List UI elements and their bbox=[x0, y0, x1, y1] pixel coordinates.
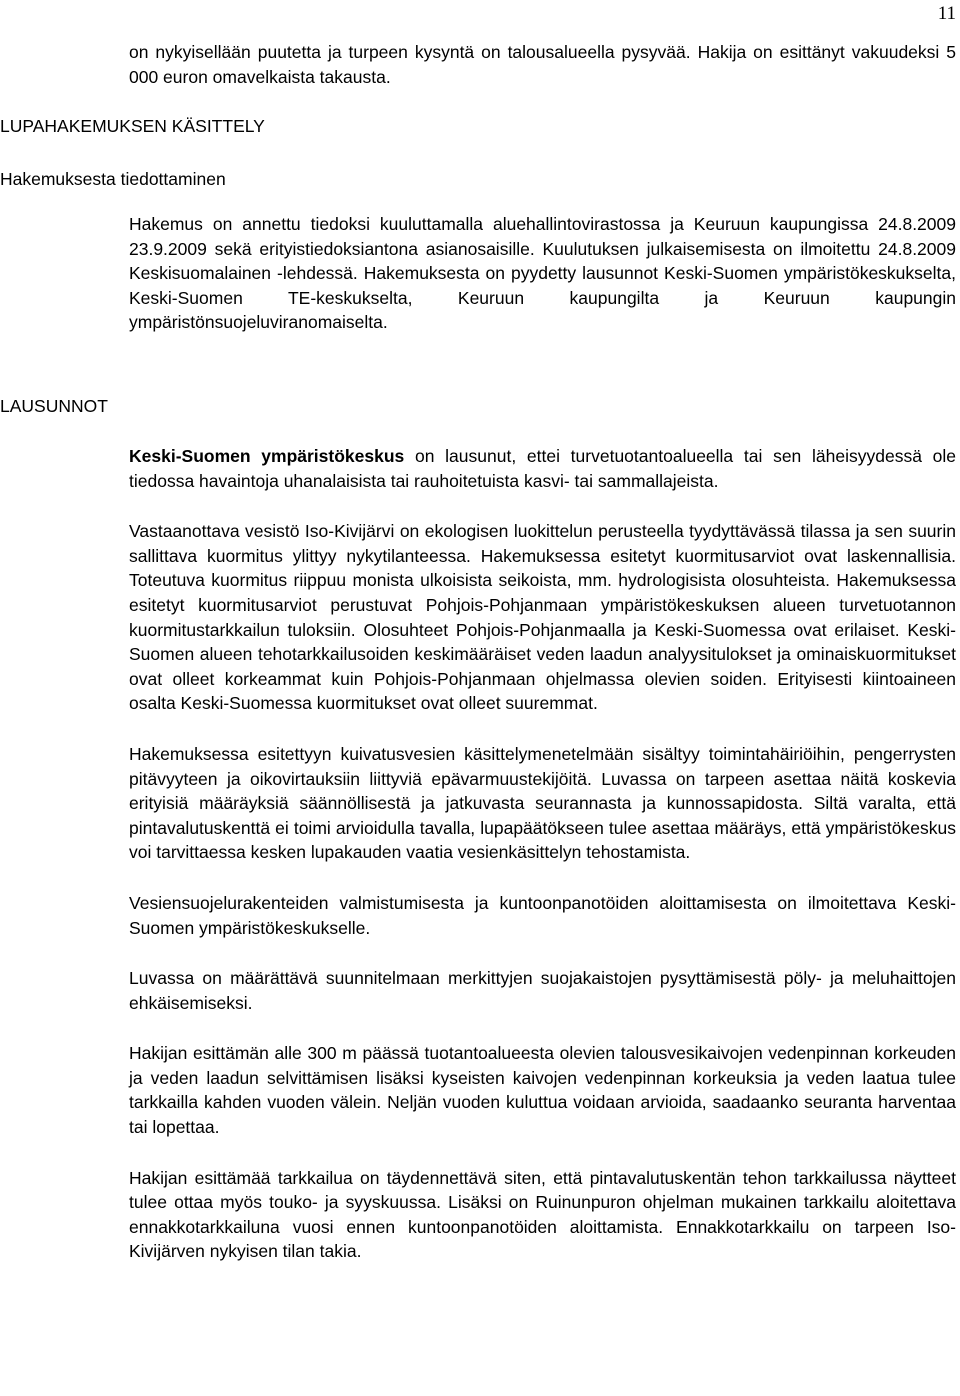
paragraph-buffer-zones: Luvassa on määrättävä suunnitelmaan merkittyjen suojakaistojen pysyttämisestä pöly- ja meluhaittojen ehkäisemiseksi. bbox=[129, 968, 956, 1013]
statements-block bbox=[129, 444, 956, 1264]
heading-lupahakemuksen-kasittely: LUPAHAKEMUKSEN KÄSITTELY bbox=[0, 116, 265, 136]
statement-issuer: Keski-Suomen ympäristökeskus bbox=[129, 446, 405, 466]
paragraph-notification: Hakemus on annettu tiedoksi kuuluttamalla aluehallintovirastossa ja Keuruun kaupungissa 24.8.2009 23.9.2009 sekä erityistiedoksiantona asianosaisille. Kuulutuksen julkaisemisesta on ilmoitettu 24.8.2009 Keskisuomalainen -lehdessä. Hakemuksesta on pyydetty lausunnot Keski-Suomen ympäristökeskukselta, Keski-Suomen TE-keskukselta, Keuruun kaupungilta ja Keuruun kaupungin ympäristönsuojeluviranomaiselta. bbox=[129, 214, 956, 333]
paragraph-protection-structures: Vesiensuojelurakenteiden valmistumisesta ja kuntoonpanotöiden aloittamisesta on ilmoitettava Keski-Suomen ympäristökeskukselle. bbox=[129, 892, 956, 938]
paragraph-wells-monitoring: Hakijan esittämän alle 300 m päässä tuotantoalueesta olevien talousvesikaivojen vedenpinnan korkeuden ja veden laadun selvittämisen lisäksi kyseisten kaivojen vedenpinnan korkeuksia ja veden laatua tulee tarkkailla kahden vuoden välein. Neljän vuoden kuluttua voidaan arvioida, saadaanko seuranta harventaa tai lopettaa. bbox=[129, 1043, 956, 1138]
intro-block bbox=[129, 40, 956, 89]
paragraph-monitoring-supplement: Hakijan esittämää tarkkailua on täydennettävä siten, että pintavalutuskentän tehon tarkkailussa näytteet tulee ottaa myös touko- ja syyskuussa. Lisäksi on Ruinunpuron ohjelman mukainen tarkkailu aloitettava ennakkotarkkailuna vuosi ennen kuntoonpanotöiden aloittamista. Ennakkotarkkailu on tarpeen Iso-Kivijärven nykyisen tilan takia. bbox=[129, 1167, 956, 1262]
paragraph-continuation: on nykyisellään puutetta ja turpeen kysyntä on talousalueella pysyvää. Hakija on esittänyt vakuudeksi 5 000 euron omavelkaista takausta. bbox=[129, 42, 956, 87]
page-number: 11 bbox=[937, 3, 956, 24]
paragraph-statement-intro bbox=[129, 444, 956, 493]
statement-intro-text: on lausunut, ettei turvetuotantoalueella tai sen läheisyydessä ole tiedossa havaintoja uhanalaisista tai rauhoitetuista kasvi- tai sammallajeista. bbox=[129, 446, 956, 491]
paragraph-drainage-treatment: Hakemuksessa esitettyyn kuivatusvesien käsittelymenetelmään sisältyy toimintahäiriöihin, pengerrysten pitävyyteen ja oikovirtauksiin liittyviä epävarmuustekijöitä. Luvassa on tarpeen asettaa näitä koskevia erityisiä määräyksiä säännöllisestä ja jatkuvasta seurannasta ja kunnossapidosta. Siltä varalta, että pintavalutuskenttä ei toimi arvioidulla tavalla, lupapäätökseen tulee asettaa määräys, että ympäristökeskus voi tarvittaessa kesken lupakauden vaatia vesienkäsittelyn tehostamista. bbox=[129, 743, 956, 863]
notification-block bbox=[129, 212, 956, 335]
paragraph-water-quality: Vastaanottava vesistö Iso-Kivijärvi on ekologisen luokittelun perusteella tyydyttävässä tilassa ja sen suurin sallittava kuormitus ylittyy nykytilanteessa. Hakemuksessa esitetyt kuormitusarviot ovat laskennallisia. Toteutuva kuormitus riippuu monista ulkoisista seikoista, mm. hydrologisista olosuhteista. Hakemuksessa esitetyt kuormitusarviot perustuvat Pohjois-Pohjanmaan ympäristökeskuksen alueen turvetuotannon kuormitustarkkailun tuloksiin. Olosuhteet Pohjois-Pohjanmaalla ja Keski-Suomessa ovat erilaiset. Keski-Suomen alueen tehotarkkailusoiden keskimääräiset veden laadun analyysitulokset ja ominaiskuormitukset ovat olleet korkeammat kuin Pohjois-Pohjanmaan ohjelmassa olevien soiden. Erityisesti kiintoaineen osalta Keski-Suomessa kuormitukset ovat olleet suuremmat. bbox=[129, 521, 956, 714]
heading-hakemuksesta-tiedottaminen: Hakemuksesta tiedottaminen bbox=[0, 169, 226, 189]
heading-lausunnot: LAUSUNNOT bbox=[0, 396, 108, 416]
